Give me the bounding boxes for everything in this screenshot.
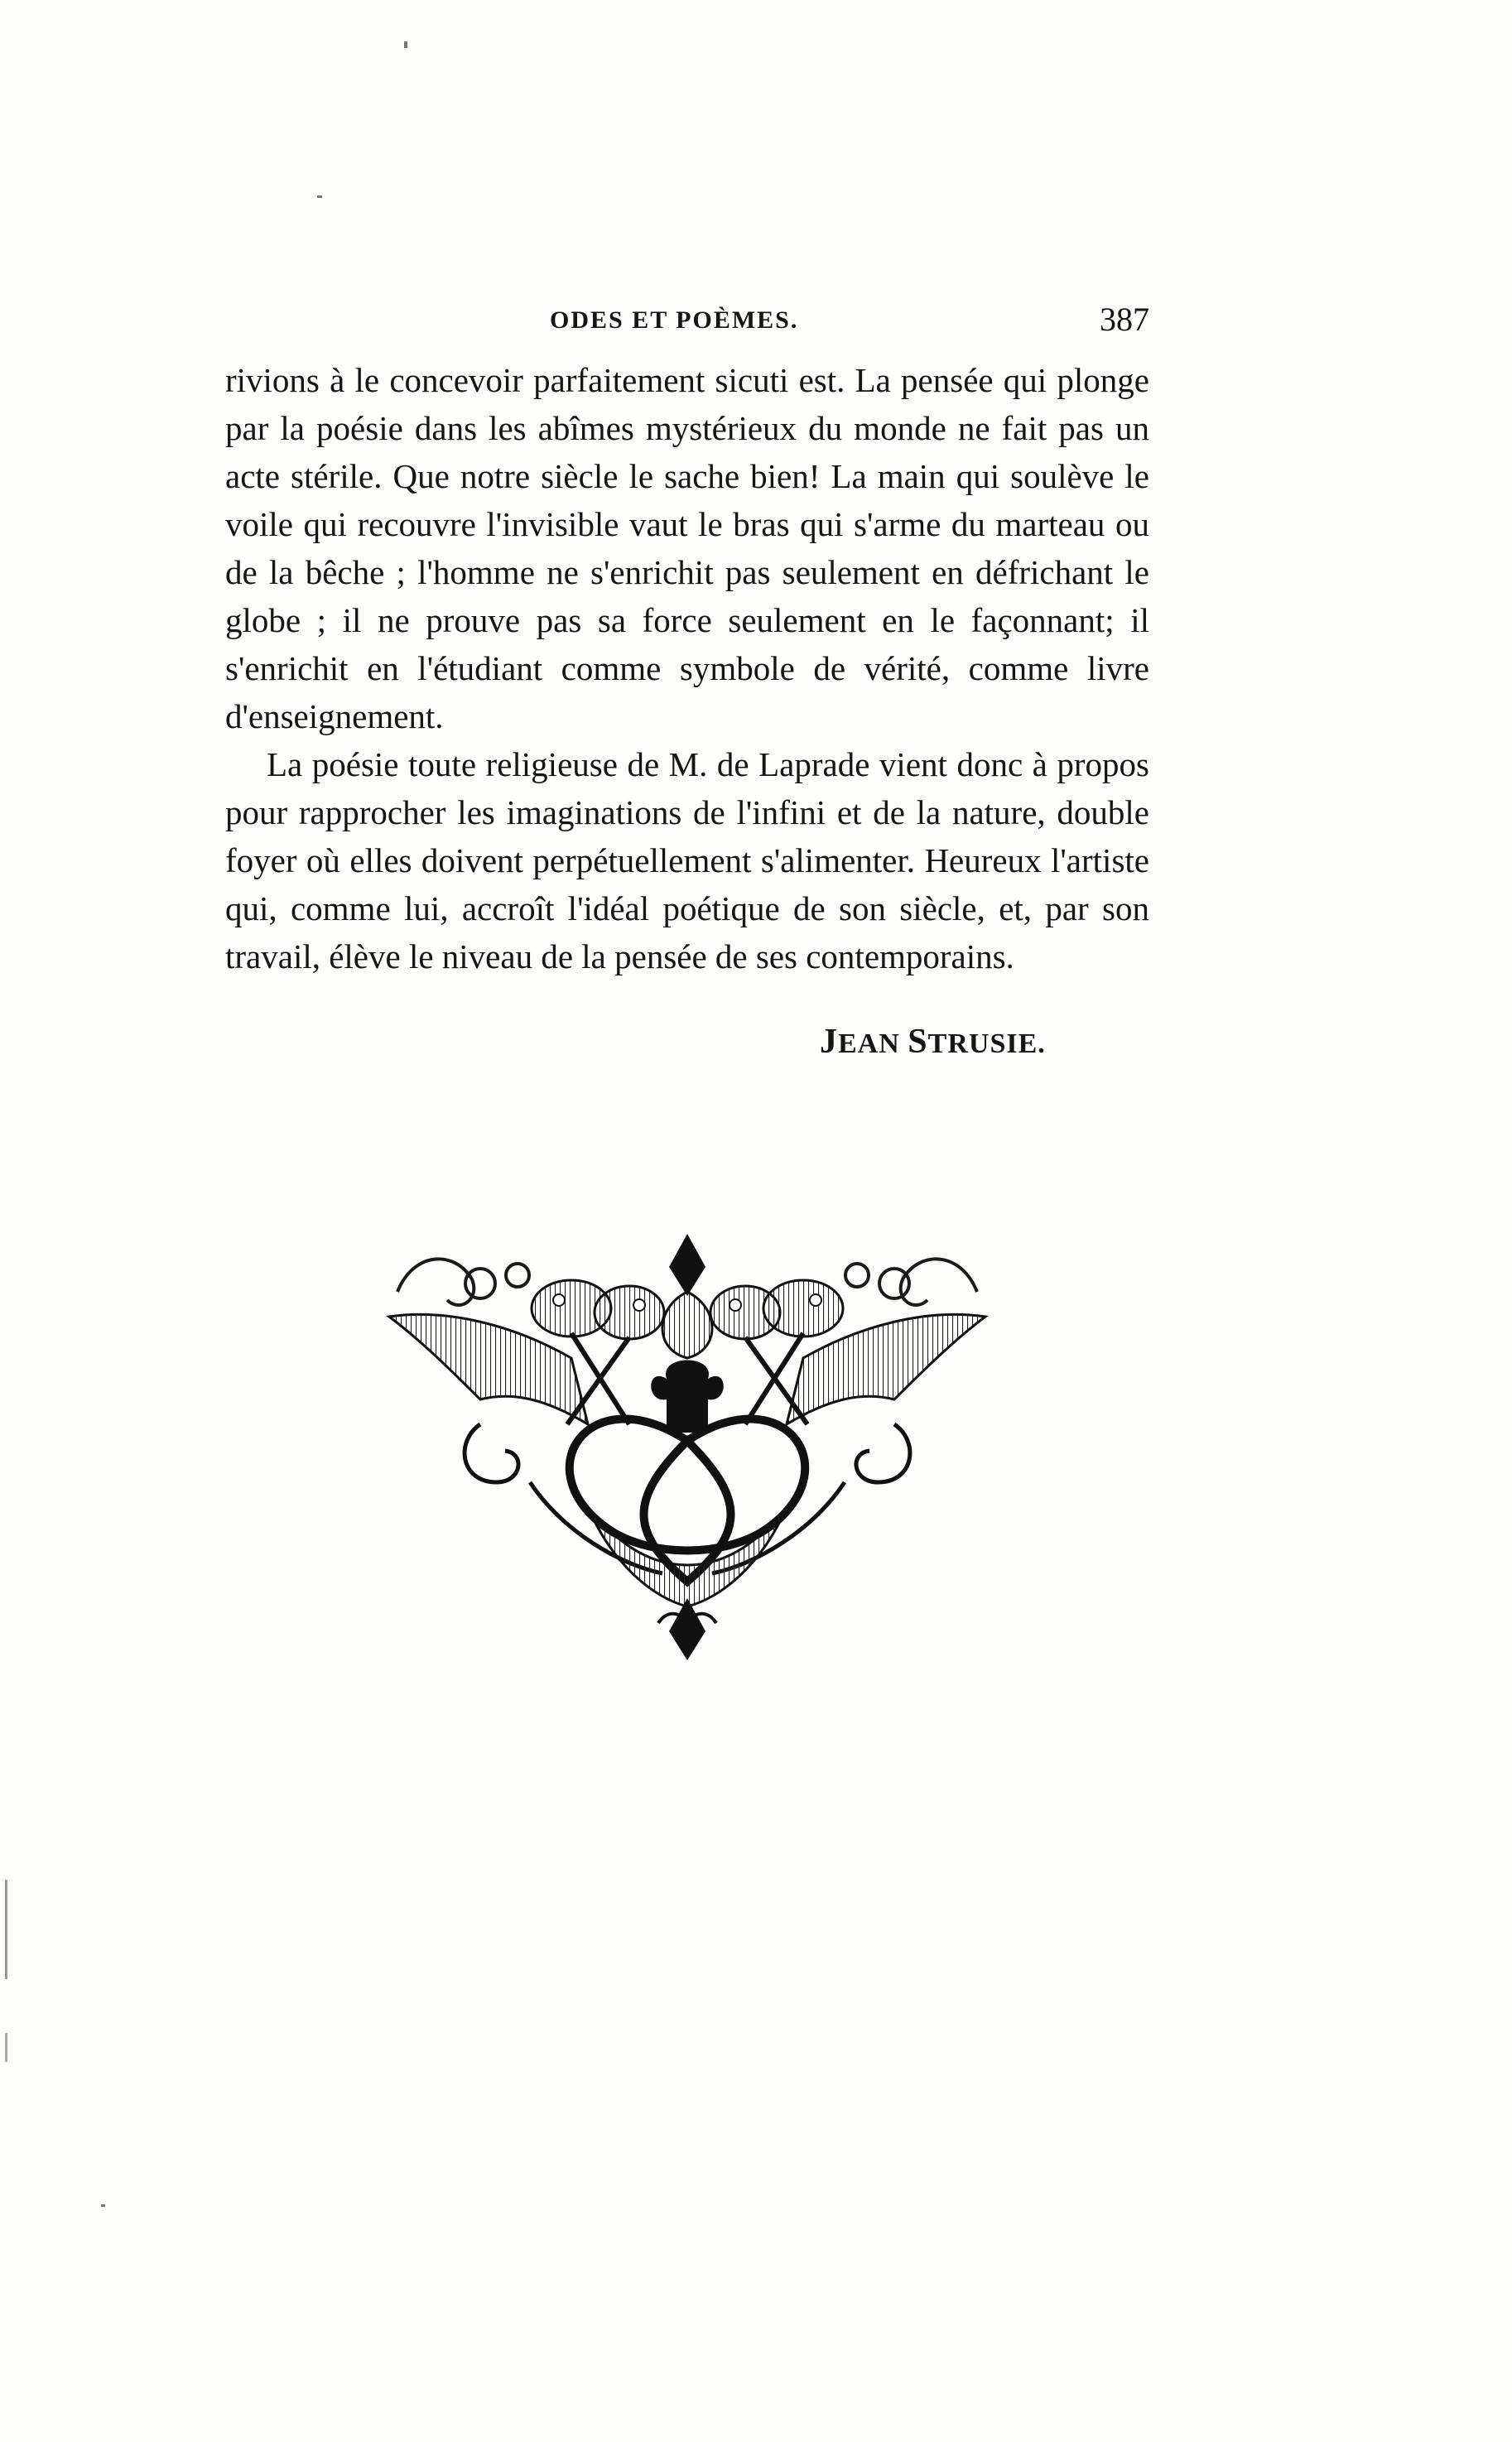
signature-last-initial: S	[908, 1023, 928, 1061]
signature-first-rest: EAN	[838, 1028, 900, 1059]
page-speck	[317, 195, 322, 198]
signature-last-rest: TRUSIE.	[927, 1028, 1046, 1059]
page-speck	[5, 1880, 7, 1979]
running-title: ODES ET POÈMES.	[550, 306, 799, 334]
body-text	[225, 356, 1149, 980]
paragraph-2: La poésie toute religieuse de M. de Laprade vient donc à propos pour rapprocher les imaginations de l'infini et de la nature, double foyer où elles doivent perpétuellement s'alimenter. Heureux l'artiste qui, comme lui, accroît l'idéal poétique de son siècle, et, par son travail, élève le niveau de la pensée de ses contemporains.	[225, 745, 1149, 975]
page-header	[225, 300, 1149, 349]
page-speck	[5, 2033, 7, 2062]
paragraph-1: rivions à le concevoir parfaitement sicuti est. La pensée qui plonge par la poésie dans les abîmes mystérieux du monde ne fait pas un acte stérile. Que notre siècle le sache bien! La main qui soulève le voile qui recouvre l'invisible vaut le bras qui s'arme du marteau ou de la bêche ; l'homme ne s'enrichit pas seulement en défrichant le globe ; il ne prouve pas sa force seulement en le façonnant; il s'enrichit en l'étudiant comme symbole de vérité, comme livre d'enseignement.	[225, 361, 1149, 735]
page-speck	[101, 2204, 105, 2207]
author-signature	[820, 1022, 1046, 1062]
decorative-tailpiece	[381, 1234, 994, 1664]
page-number: 387	[1100, 301, 1149, 338]
page-speck	[404, 41, 407, 48]
signature-first-initial: J	[820, 1023, 838, 1061]
